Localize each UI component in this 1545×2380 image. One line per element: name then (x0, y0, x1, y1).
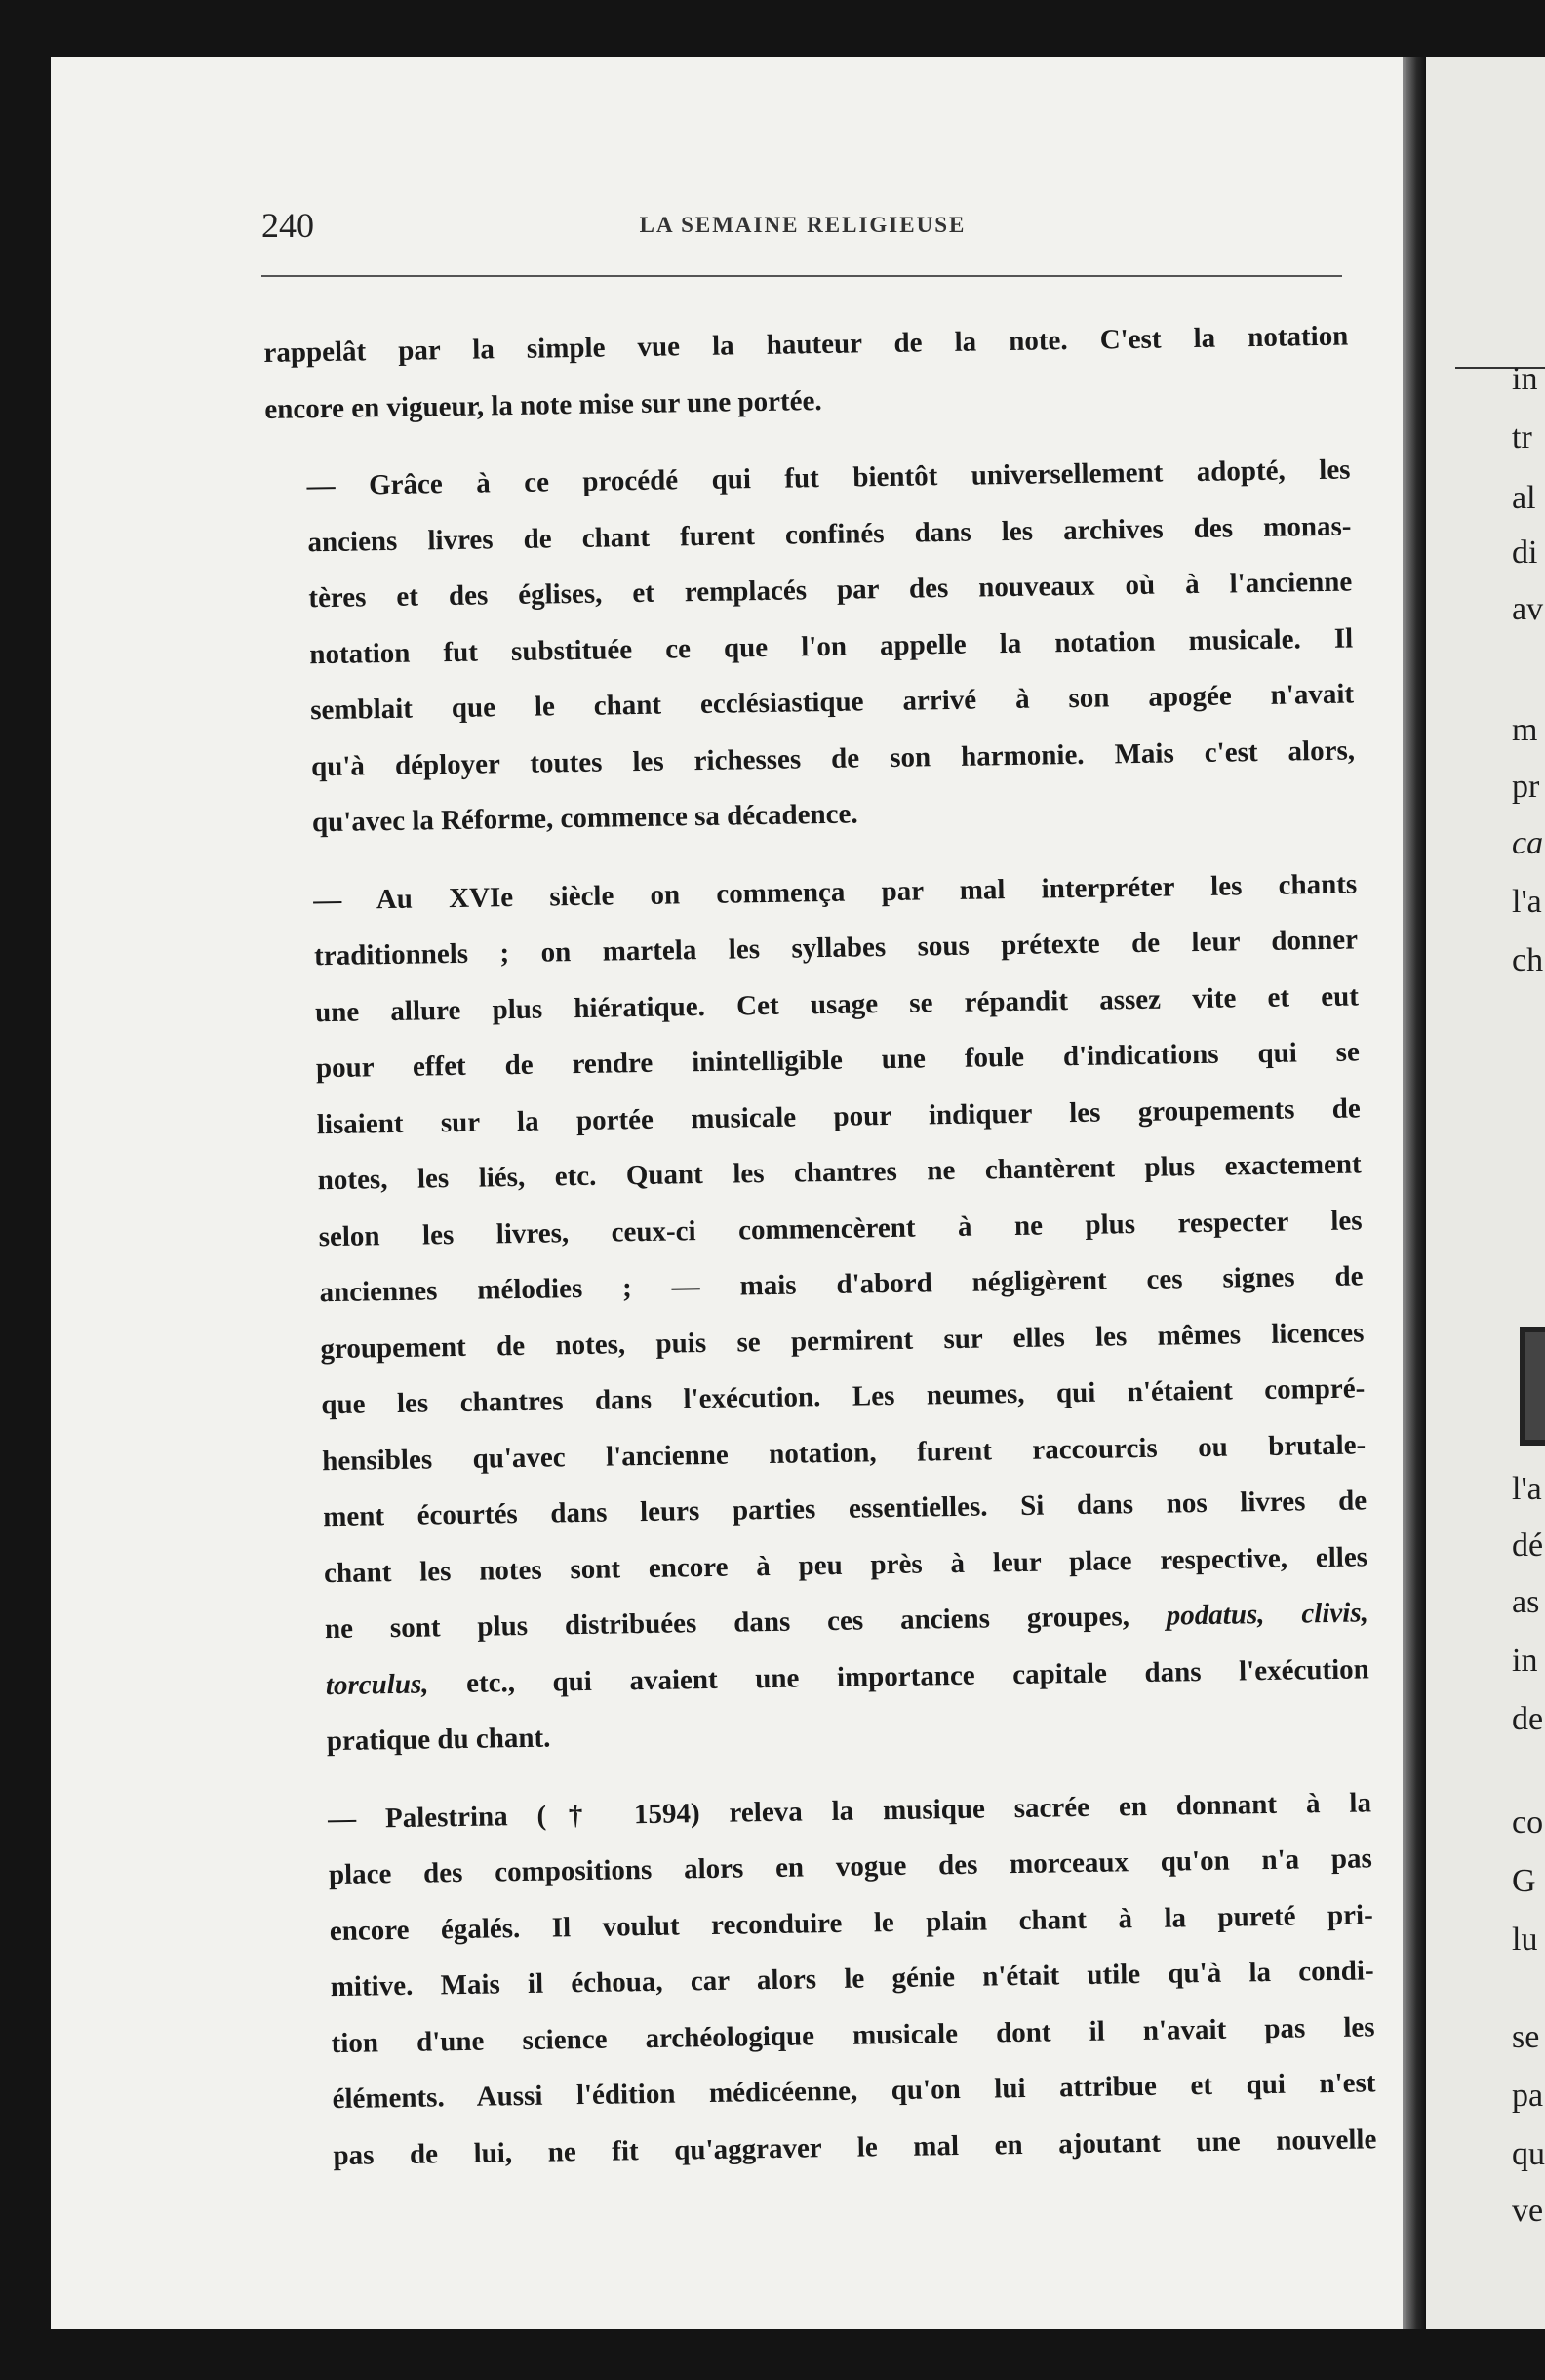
text-line: — Palestrina († 1594) releva la musique sacrée en donnant à la (327, 1786, 1372, 1835)
text-line: éléments. Aussi l'édition médicéenne, qu'on lui attribue et qui n'est (332, 2067, 1376, 2116)
facing-page-fragment: G (1512, 1863, 1536, 1899)
text-line: selon les livres, ceux-ci commencèrent à ne plus respecter les (318, 1204, 1363, 1252)
facing-page-fragment: se (1512, 2019, 1540, 2055)
italic-term: clivis, (1301, 1597, 1369, 1630)
text-line: qu'à déployer toutes les richesses de son harmonie. Mais c'est alors, (310, 734, 1356, 782)
facing-page-fragment: pr (1512, 769, 1540, 805)
text-line: notation fut substituée ce que l'on appelle la notation musicale. Il (309, 621, 1354, 670)
paragraph (263, 309, 1350, 438)
text-line: ment écourtés dans leurs parties essentielles. Si dans nos livres de (322, 1485, 1367, 1533)
text-line: torculus, etc., qui avaient une importance capitale dans l'exécution (325, 1652, 1370, 1701)
text-line: pas de lui, ne fit qu'aggraver le mal en ajoutant une nouvelle (333, 2122, 1377, 2171)
text-line: groupement de notes, puis se permirent sur elles les mêmes licences (320, 1316, 1365, 1365)
book-spine (1403, 57, 1426, 2329)
text-line: tères et des églises, et remplacés par des nouveaux où à l'ancienne (308, 566, 1353, 615)
facing-page-fragment: in (1512, 361, 1538, 397)
text-line: encore en vigueur, la note mise sur une portée. (264, 384, 822, 425)
text-line: anciens livres de chant furent confinés dans les archives des monas- (307, 510, 1352, 558)
facing-page-fragment: ve (1512, 2193, 1544, 2229)
text-line: place des compositions alors en vogue des morceaux qu'on n'a pas (328, 1843, 1373, 1891)
running-title: LA SEMAINE RELIGIEUSE (639, 213, 967, 237)
text-line: traditionnels ; on martela les syllabes sous prétexte de leur donner (313, 924, 1359, 972)
text-line: tion d'une science archéologique musicale dont il n'avait pas les (331, 2010, 1375, 2059)
text-line: notes, les liés, etc. Quant les chantres ne chantèrent plus exactement (317, 1148, 1362, 1197)
text-line: que les chantres dans l'exécution. Les neumes, qui n'étaient compré- (321, 1372, 1366, 1421)
text-line: qu'avec la Réforme, commence sa décadence. (311, 798, 858, 839)
facing-page-fragment: m (1512, 712, 1538, 748)
text-line: anciennes mélodies ; — mais d'abord négligèrent ces signes de (319, 1260, 1364, 1309)
text-line: semblait que le chant ecclésiastique arrivé à son apogée n'avait (309, 678, 1355, 727)
text-line: lisaient sur la portée musicale pour indiquer les groupements de (316, 1091, 1361, 1140)
facing-page-fragment: pa (1512, 2078, 1544, 2114)
italic-term: podatus, (1166, 1599, 1265, 1632)
facing-page-edge (1426, 57, 1545, 2329)
facing-page-ornament (1520, 1327, 1545, 1446)
facing-page-fragment: l'a (1512, 884, 1542, 920)
text-line: encore égalés. Il voulut reconduire le plain chant à la pureté pri- (329, 1898, 1373, 1947)
facing-page-fragment: as (1512, 1584, 1540, 1620)
text-line: chant les notes sont encore à peu près à leur place respective, elles (323, 1540, 1368, 1589)
paragraph (287, 1775, 1377, 2185)
page-number: 240 (261, 206, 314, 245)
italic-term: torculus, (325, 1668, 429, 1701)
body-text (263, 309, 1377, 2185)
paragraph (272, 856, 1370, 1770)
facing-page-fragment: tr (1512, 419, 1532, 456)
facing-page-fragment: av (1512, 591, 1544, 627)
facing-page-fragment: l'a (1512, 1471, 1542, 1507)
facing-page-fragment: ch (1512, 942, 1544, 978)
facing-page-fragment: lu (1512, 1922, 1538, 1958)
facing-page-fragment: de (1512, 1701, 1544, 1737)
page-header (261, 205, 1344, 254)
facing-page-fragment: in (1512, 1643, 1538, 1679)
text-line: hensibles qu'avec l'ancienne notation, furent raccourcis ou brutale- (322, 1428, 1367, 1477)
header-rule (261, 275, 1342, 277)
facing-page-fragment: qu (1512, 2136, 1545, 2172)
facing-page-fragment: di (1512, 535, 1538, 571)
text-line: une allure plus hiératique. Cet usage se répandit assez vite et eut (314, 979, 1360, 1028)
facing-page-fragment: co (1512, 1805, 1544, 1841)
text-line: pour effet de rendre inintelligible une foule d'indications qui se (315, 1036, 1361, 1085)
text-line: ne sont plus distribuées dans ces anciens groupes, podatus, clivis, (324, 1597, 1369, 1646)
text-line: pratique du chant. (326, 1722, 551, 1758)
text-line: rappelât par la simple vue la hauteur de la note. C'est la notation (263, 320, 1349, 369)
text-line: — Grâce à ce procédé qui fut bientôt universellement adopté, les (306, 454, 1351, 502)
facing-page-fragment: dé (1512, 1527, 1544, 1564)
text-line: mitive. Mais il échoua, car alors le génie n'était utile qu'à la condi- (330, 1955, 1374, 2003)
facing-page-fragment: al (1512, 480, 1536, 516)
paragraph (265, 443, 1356, 853)
facing-page-fragment: ca (1512, 825, 1544, 861)
text-line: — Au XVIe siècle on commença par mal interpréter les chants (313, 867, 1358, 916)
